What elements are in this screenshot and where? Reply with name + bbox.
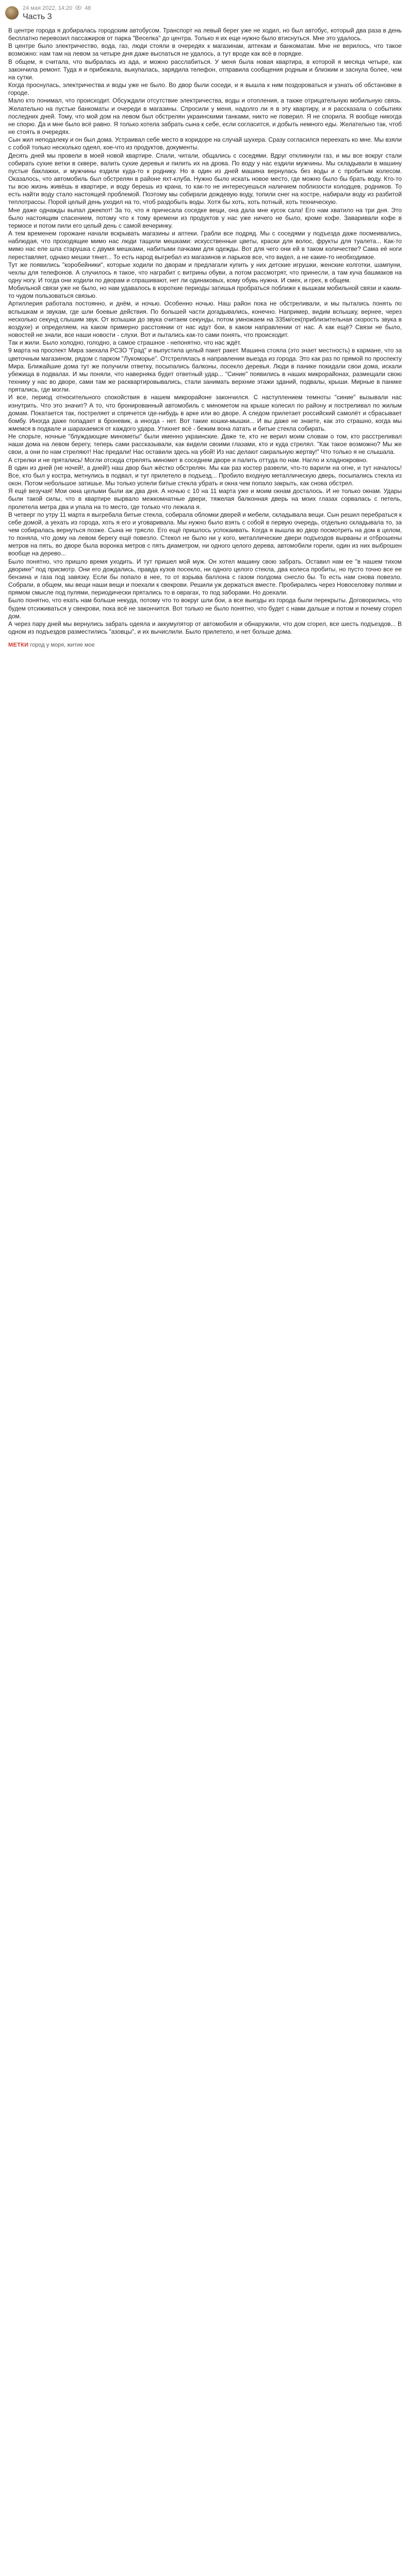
author-avatar[interactable] xyxy=(5,6,19,20)
views-count: 48 xyxy=(85,5,91,11)
post-title: Часть 3 xyxy=(23,12,52,21)
post-date: 24 мая 2022, 14:20 xyxy=(23,5,73,11)
tags-label: МЕТКИ xyxy=(8,642,29,649)
paragraph: А стрелки и не прятались! Могли отсюда стрелять миномет в соседнем дворе и палить оттуда по нам. Нагло и хладнокровно. xyxy=(8,456,368,464)
paragraph: В общем, я считала, что выбралась из ада, и можно расслабиться. У меня была новая квартира, в которой я месяца четыре, как закончила ремонт. Туда я и прибежала, выкупалась, зарядила телефон, отправила сообщения родным и близким и заснула более, чем на сутки. xyxy=(8,58,402,81)
post-meta xyxy=(23,5,91,11)
tags-row xyxy=(8,642,402,648)
paragraph: В четверг по утру 11 марта я выгребала битые стекла, собирала обломки дверей и мебели, складывала вещи. Сын решил перебраться к себе домой, а уехать из города, хоть я его и уговаривала. Мы нужно было взять с собой в первую очередь, отдельно складывала то, за чем собиралась вернуться позже. Сына не трясло. Его ещё пришлось успокаивать. Когда я вышла во двор посмотреть на дом в целом, то поняла, что дому на левом берегу ещё повезло. Стекол не было ни у кого, металлические двери подъездов вырваны и отброшены метров на пять, во дворе была воронка метров с пять диаметром, ни одного целого дерева, автомобили горели, один из них выброшен вообще на дерево... xyxy=(8,511,402,557)
paragraph: 9 марта на проспект Мира заехала РСЗО "Град" и выпустила целый пакет ракет. Машина стояла (это знает местность) в кармане, что за цветочным магазином, рядом с парком "Лукоморье". Отстрелялась в направлении выезда из города. Это как раз по прямой по проспекту Мира. Ближайшие дома тут же получили ответку, посыпались балконы, посекло деревья. Люди в панике покидали свои дома, искали убежища в подвалах. И мы поняли, что наверняка будет ответный удар... "Синие" появились в наших микрорайонах, размещали свою технику у нас во дворе, сами там же расквартировывались, стали занимать верхние этажи зданий, подвалы, крыши. Мирные в панике прятались, где могли. xyxy=(8,347,402,394)
paragraph: Не спорьте, ночные "блуждающие минометы" были именно украинские. Даже те, кто не верил моим словам о том, кто расстреливал наши дома на левом берегу, теперь сами рассказывали, как видели своими глазами, кто и куда стрелял. "Как такое возможно? Мы же свои, а они по нам стреляют! Нас предали! Нас оставили здесь на убой! Из нас делают сакральную жертву!" Что только я не слышала. xyxy=(8,433,402,456)
paragraph: Было понятно, что ехать нам больше некуда, потому что то вокруг шли бои, а все выезды из города были перекрыты. Договорились, что будем отсиживаться у свекрови, пока всё не закончится. Вот только не было понятно, что будет с нами дальше и потом и почему сгорел дом. xyxy=(8,597,402,620)
paragraph: В центре города я добиралась городским автобусом. Транспорт на левый берег уже не ходил, но был автобус, который два раза в день бесплатно перевозил пассажиров от парка "Веселка" до центра. Только я их еще нужно было втиснуться. Мне это удалось. xyxy=(8,27,402,42)
paragraph: Артиллерия работала постоянно, и днём, и ночью. Особенно ночью. Наш район пока не обстреливали, и мы пытались понять по вспышкам и звукам, где шли боевые действия. По большей части догадывались, конечно. Например, видим вспышку, вернее, через несколько секунд слышим звук. От вспышки до звука считаем секунды, потом умножаем на 335м/сек(приблизительная скорость звука в воздухе) и определяем, на каком примерно расстоянии от нас идут бои, в каком направлении от нас. А как ещё? Связи не было, новостей не знали, все наши новости - слухи. Вот и пытались как-то сами понять, что происходит. xyxy=(8,300,402,339)
eye-icon xyxy=(75,5,81,11)
paragraph: А тем временем горожане начали вскрывать магазины и аптеки. Грабли все подряд. Мы с соседями у подъезда даже посмеивались, наблюдая, что проходящие мимо нас люди тащили мешками: искусственные цветы, краски для волос, фрукты для туалета... Как-то мимо нас еле шла старушка с двумя мешками, набитыми пачками для одежды. Вот для чего они ей в таком количестве? Сама её ноги переставляет, однако мешки тянет... То есть народ выгребал из магазинов и ларьков все, что видел, а не какие-то необходимое. xyxy=(8,230,402,261)
paragraph: И все, период относительного спокойствия в нашем микрорайоне закончился. С наступлением темноты "синие" вызывали нас изнутрить. Что это значит? А то, что бронированный автомобиль с минометом на крыше колесил по району и постреливал по жилым домам. Покатается так, постреляет и спрячется где-нибудь в арке или во дворе. А следом прилетает российский самолёт и сбрасывает бомбу. Иногда даже попадает в броневик, а иногда - нет. Вот такие кошки-мышки... И вы даже не знаете, как это страшно, когда мы жмемся в подвале и шарахаемся от каждого удара. Утихнет всё - бежим вона латать и битые стекла собирать. xyxy=(8,394,402,432)
paragraph: Десять дней мы провели в моей новой квартире. Спали, читали, общались с соседями. Вдруг откликнули газ, и мы все вокруг стали собирать сухие ветки в сквере, валить сухие деревья и пилить их на дрова. По воду у нас ездили мужчины. Мы складывали в машину пустые баклажки, и мужчины ездили куда-то к роднику. Но в один из дней машина вернулась без воды и с пробитым колесом. Оказалось, что автомобиль был обстрелян в районе яхт-клуба. Нужно было искать новое место, где можно было бы брать воду. Кто-то ты всю жизнь живёшь в квартире, и воду берешь из крана, то как-то не интересуешься наличием поблизости колодцев, родников. То есть найти воду стало настоящей проблемой. Поэтому мы собирали дождевую воду, топили снег на костре, набирали воду из разбитой теплотрассы. Порой целый день уходил на то, чтоб раздобыть воды. Хотя бы хоть, хоть потный, хоть техническую. xyxy=(8,151,402,206)
post-header xyxy=(0,0,410,27)
tags-links[interactable]: город у моря, житие мое xyxy=(30,642,95,649)
paragraph: Было понятно, что пришло время уходить. И тут пришел мой муж. Он хотел машину свою забрать. Оставил нам ее "в нашем тихом дворике" под присмотр. Они его дождались, правда кузов посекло, ни одного целого стекла, два колеса пробиты, но пусто точно все ее бензина и газа под завязку. Если бы попало в нее, то от взрыва баллона с газом полдома снесло бы. То есть нам снова повезло. Собрали, в общем, мы вещи наши вещи и поехали к свекрови. Решили уж держаться вместе. Пробирались через Новоселовку полями и прямом смысле под пулями, периодически прятались то в оврагах, то под заборами. Но доехали. xyxy=(8,557,402,597)
paragraph: Так и жили. Было холодно, голодно, а самое страшное - непонятно, что нас ждёт. xyxy=(8,339,241,347)
paragraph: Я ещё везучая! Мои окна целыми были аж два дня. А ночью с 10 на 11 марта уже и моим окнам досталось. И не только окнам. Удары были такой силы, что в квартире вырвало межкомнатные двери, тяжелая балконная дверь на моих глазах сорвалась с петель, пролетела метра два и упала на то место, где только что лежала я. xyxy=(8,487,402,511)
post-meta-block xyxy=(23,5,91,22)
paragraph: А через пару дней мы вернулись забрать одеяла и аккумулятор от автомобиля и обнаружили, что дом сгорел, все шесть подъездов... В одном из подъездов разместились "азовцы", и их вычислили. Было прилетело, и нет больше дома. xyxy=(8,620,402,636)
paragraph: В центре было электричество, вода, газ, люди стояли в очередях к магазинам, аптекам и банкоматам. Мне не верилось, что такое возможно: нам там на левом за четыре дня даже выспаться не удалось, а тут вроде как всё в порядке. xyxy=(8,42,402,58)
paragraph: В один из дней (не ночей!, а дней!) наш двор был жёстко обстрелян. Мы как раз костер развели, что-то варили на огне, и тут началось! Все, кто был у костра, метнулись в подвал, и тут прилетело в подъезд... Пробило входную металлическую дверь, посыпались стекла из окон. Потом небольшое затишье. Мы только успели битые стекла убрать и окна чем попало закрыть, как снова обстрел. xyxy=(8,464,402,487)
paragraph: Когда проснулась, электричества и воды уже не было. Во двор были соседи, и я вышла к ним поздороваться и узнать об обстановке в городе. xyxy=(8,81,402,97)
paragraph: Сын жил неподалеку и он был дома. Устраивал себе место в коридоре на случай шухера. Сразу согласился переехать ко мне. Мы взяли с собой только несколько одеял, кое-что из продуктов, документы. xyxy=(8,136,402,151)
paragraph: Тут же появились "коробейники", которые ходили по дворам и предлагали купить у них детские игрушки, женские колготки, шампуни, чехлы для телефонов. А случилось я такое, что награбит с витрины обуви, а потом рассмотрят, что принесли, а там куча башмаков на одну ногу. И тогда они ходили по дворам и спрашивают, нет ли одинаковых, кому обувь нужна. И смех, и грех, в общем. xyxy=(8,261,402,284)
paragraph: Мне даже однажды выпал джекпот! За то, что я причесала соседке вещи, она дала мне кусок сала! Его нам хватило на три дня. Это было настоящим спасением, потому что к тому времени из продуктов у нас уже ничего не было, кроме кофе. Заваривали кофе в термосе и потом пили его целый день с самой вечеринку. xyxy=(8,206,402,229)
post-body xyxy=(0,27,410,636)
paragraph: Мало кто понимал, что происходит. Обсуждали отсутствие электричества, воды и отопления, а также отрицательную мобильную связь. Желательно на пустые банкоматы и очереди в магазины. Спросили у меня, надолго ли я в эту квартиру, и я рассказала о событиях последних дней. Тому, что мой дом на левом был обстрелян украинскими танками, никто не поверил. Я не спорила. Я вообще никогда не спорю. Да и мне было всё равно. Я только хотела забрать сына к себе, если согласится, и добыть немного еды. Желательно так, чтоб не стоять в очередях. xyxy=(8,97,402,136)
paragraph: Мобильной связи уже не было, но нам удавалось в короткие периоды затишья пробраться поближе к вышкам мобильной связи и каким-то чудом пользоваться связью. xyxy=(8,284,402,300)
